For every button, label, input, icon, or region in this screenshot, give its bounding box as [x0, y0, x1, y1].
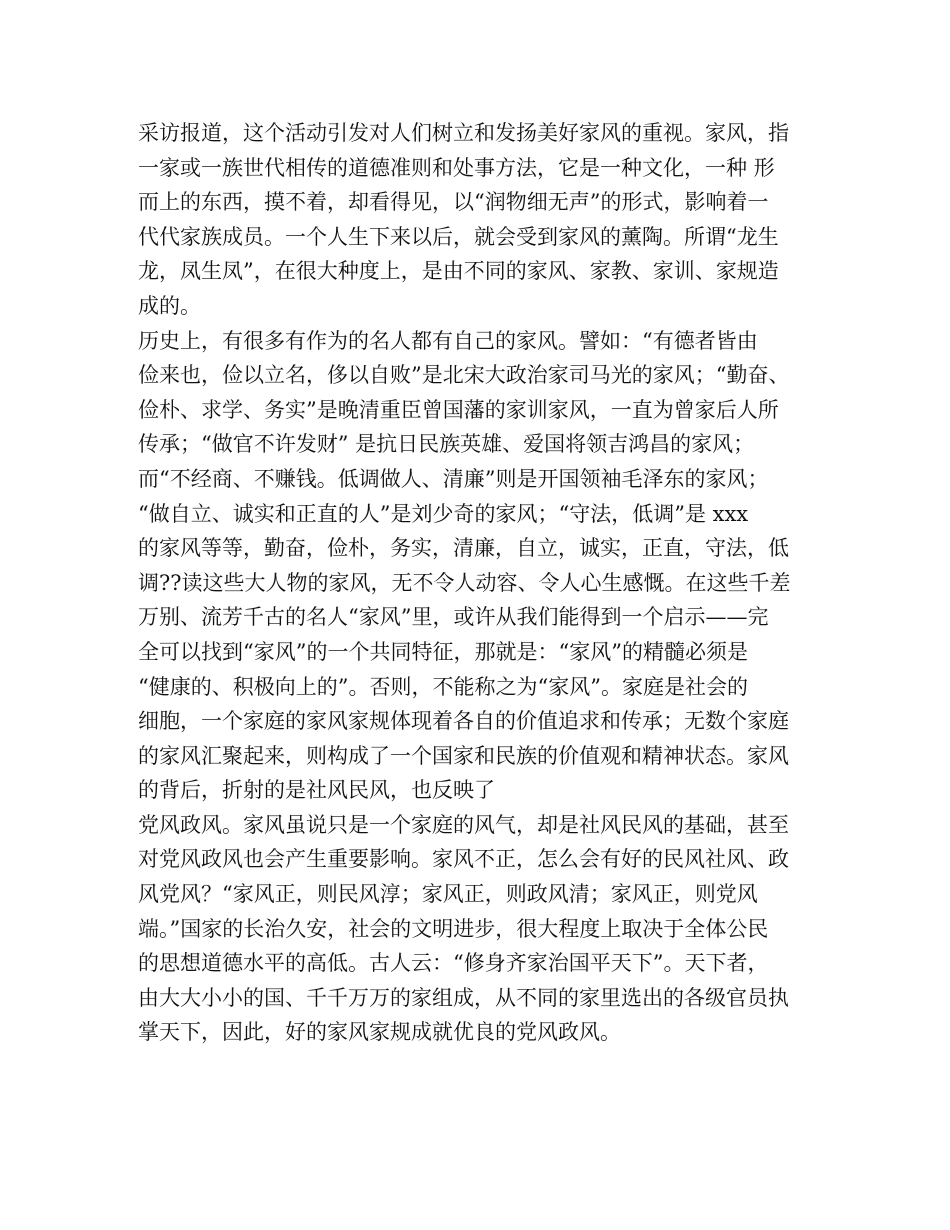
text-line: 而“不经商、不赚钱。低调做人、清廉”则是开国领袖毛泽东的家风；: [138, 466, 769, 491]
text-line: 成的。: [138, 293, 201, 318]
text-line: 端。”国家的长治久安，社会的文明进步，很大程度上取决于全体公民: [138, 916, 769, 941]
text-line: “做自立、诚实和正直的人”是刘少奇的家风；“守法，低调”是 xxx: [138, 501, 749, 526]
text-line: 一家或一族世代相传的道德准则和处事方法，它是一种文化，一种 形: [138, 155, 775, 180]
text-line: 细胞，一个家庭的家风家规体现着各自的价值追求和传承；无数个家庭: [138, 709, 789, 734]
text-line: 而上的东西，摸不着，却看得见，以“润物细无声”的形式，影响着一: [138, 190, 769, 215]
text-line: 全可以找到“家风”的一个共同特征，那就是：“家风”的精髓必须是: [138, 639, 748, 664]
text-line: 由大大小小的国、千千万万的家组成，从不同的家里选出的各级官员执: [138, 985, 789, 1010]
text-line: 掌天下，因此，好的家风家规成就优良的党风政风。: [138, 1020, 621, 1045]
text-line: 万别、流芳千古的名人“家风”里，或许从我们能得到一个启示——完: [138, 605, 769, 630]
text-line: 俭朴、求学、务实”是晚清重臣曾国藩的家训家风，一直为曾家后人所: [138, 397, 779, 422]
text-line: 党风政风。家风虽说只是一个家庭的风气，却是社风民风的基础，甚至: [138, 812, 789, 837]
text-line: 采访报道，这个活动引发对人们树立和发扬美好家风的重视。家风，指: [138, 121, 789, 145]
body-text: [138, 116, 838, 1050]
text-line: 的思想道德水平的高低。古人云：“修身齐家治国平天下”。天下者，: [138, 951, 769, 976]
text-line: 调??读这些大人物的家风，无不令人动容、令人心生感慨。在这些千差: [138, 570, 791, 595]
text-line: 的背后，折射的是社风民风，也反映了: [138, 778, 495, 803]
text-line: 对党风政风也会产生重要影响。家风不正，怎么会有好的民风社风、政: [138, 847, 789, 872]
text-line: 的家风等等，勤奋，俭朴，务实，清廉，自立，诚实，正直，守法，低: [138, 536, 789, 561]
text-line: 俭来也，俭以立名，侈以自败”是北宋大政治家司马光的家风；“勤奋、: [138, 363, 790, 388]
text-line: 龙，凤生凤”，在很大种度上，是由不同的家风、家教、家训、家规造: [138, 259, 779, 284]
text-line: 代代家族成员。一个人生下来以后，就会受到家风的薰陶。所谓“龙生: [138, 224, 779, 249]
text-line: 传承；“做官不许发财” 是抗日民族英雄、爱国将领吉鸿昌的家风；: [138, 432, 755, 457]
text-line: “健康的、积极向上的”。否则，不能称之为“家风”。家庭是社会的: [138, 674, 748, 699]
text-line: 风党风？“家风正，则民风淳；家风正，则政风清；家风正，则党风: [138, 882, 758, 907]
text-line: 的家风汇聚起来，则构成了一个国家和民族的价值观和精神状态。家风: [138, 743, 789, 768]
text-line: 历史上，有很多有作为的名人都有自己的家风。譬如：“有德者皆由: [138, 328, 758, 353]
